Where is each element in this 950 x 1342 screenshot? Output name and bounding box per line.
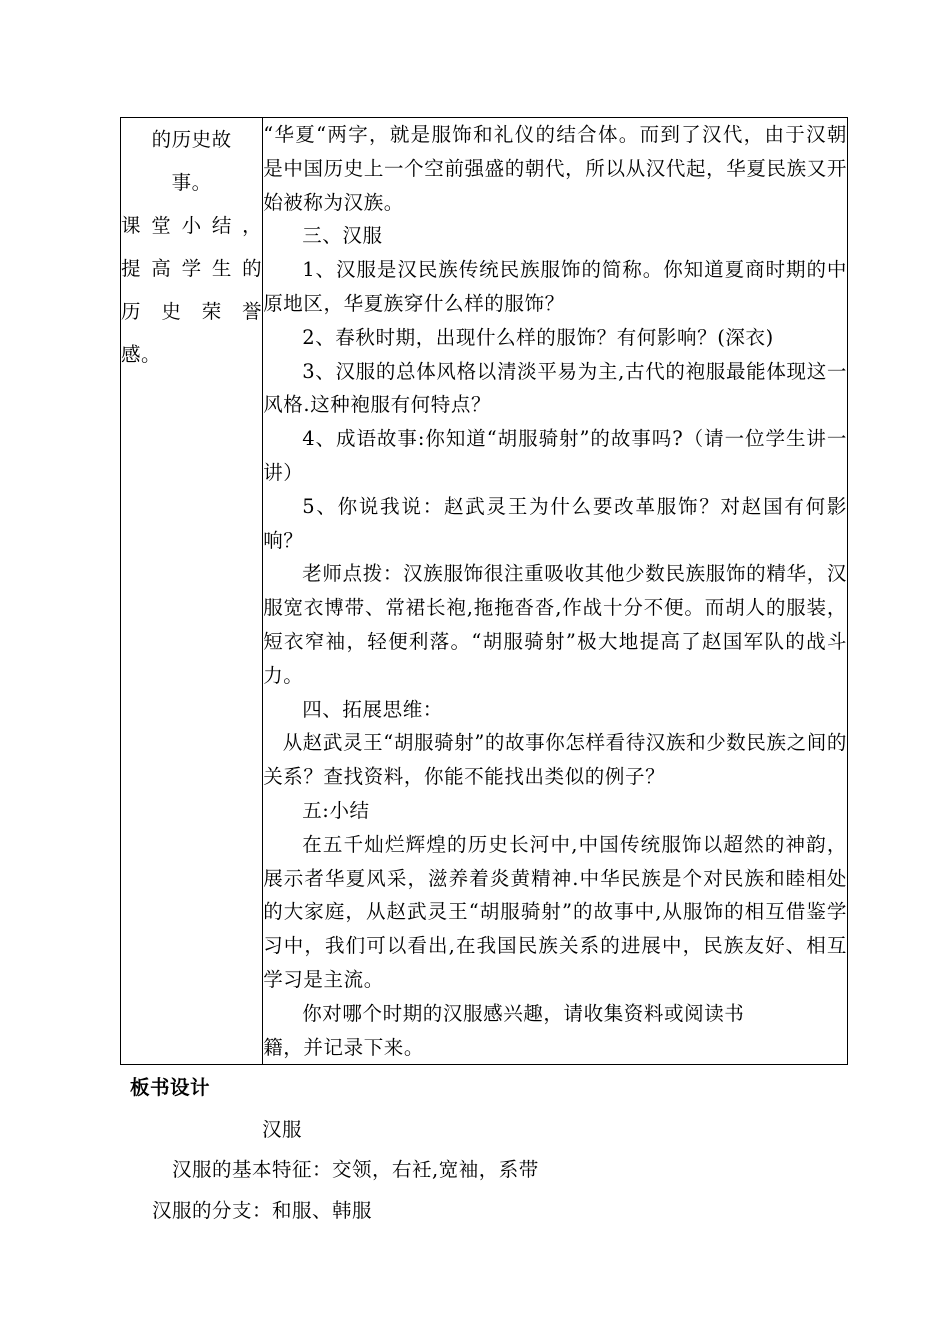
content-paragraph: 4、成语故事:你知道“胡服骑射”的故事吗?（请一位学生讲一讲） <box>263 427 847 484</box>
activity-line: 事。 <box>171 171 212 194</box>
lesson-table <box>120 117 848 1065</box>
content-paragraph: 籍，并记录下来。 <box>263 1035 424 1059</box>
content-paragraph: 1、汉服是汉民族传统民族服饰的简称。你知道夏商时期的中原地区，华夏族穿什么样的服饰？ <box>263 258 847 315</box>
content-paragraph: 你对哪个时期的汉服感兴趣，请收集资料或阅读书 <box>302 1001 745 1025</box>
activity-line: 历史荣誉 <box>121 300 263 323</box>
activity-line: 提高学生的 <box>121 257 263 280</box>
activity-line: 的历史故 <box>151 128 232 151</box>
content-paragraph: 3、汉服的总体风格以清淡平易为主,古代的袍服最能体现这一风格.这种袍服有何特点？ <box>263 359 847 417</box>
section-heading: 四、拓展思维： <box>302 697 443 721</box>
table-row <box>121 118 848 1065</box>
activity-cell <box>121 118 263 1065</box>
board-line-branches: 汉服的分支：和服、韩服 <box>152 1199 373 1222</box>
content-paragraph: 在五千灿烂辉煌的历史长河中,中国传统服饰以超然的神韵，展示者华夏风采，滋养着炎黄精神.中华民族是个对民族和睦相处的大家庭，从赵武灵王“胡服骑射”的故事中,从服饰的相互借鉴学习中，我们可以看出,在我国民族关系的进展中，民族友好、相互学习是主流。 <box>263 832 847 991</box>
section-heading: 三、汉服 <box>302 224 383 248</box>
board-line-features: 汉服的基本特征：交领，右衽,宽袖，系带 <box>172 1158 539 1181</box>
board-line-topic: 汉服 <box>262 1118 303 1141</box>
activity-line: 感。 <box>121 343 162 366</box>
content-paragraph: 老师点拨：汉族服饰很注重吸收其他少数民族服饰的精华，汉服宽衣博带、常裙长袍,拖拖沓沓,作战十分不便。而胡人的服装，短衣窄袖，轻便利落。“胡服骑射”极大地提高了赵国军队的战斗力。 <box>263 562 847 687</box>
content-paragraph: 从赵武灵王“胡服骑射”的故事你怎样看待汉族和少数民族之间的关系？查找资料，你能不能找出类似的例子？ <box>263 731 847 789</box>
content-paragraph: 5、你说我说：赵武灵王为什么要改革服饰？对赵国有何影响？ <box>263 494 847 552</box>
activity-line: 课堂小结， <box>121 214 263 237</box>
content-paragraph: “华夏“两字，就是服饰和礼仪的结合体。而到了汉代，由于汉朝是中国历史上一个空前强盛的朝代，所以从汉代起，华夏民族又开始被称为汉族。 <box>263 123 847 214</box>
board-design-title: 板书设计 <box>130 1076 211 1099</box>
section-heading: 五:小结 <box>302 798 370 822</box>
content-cell <box>263 118 848 1065</box>
content-paragraph: 2、春秋时期，出现什么样的服饰？有何影响？(深衣) <box>302 325 774 349</box>
